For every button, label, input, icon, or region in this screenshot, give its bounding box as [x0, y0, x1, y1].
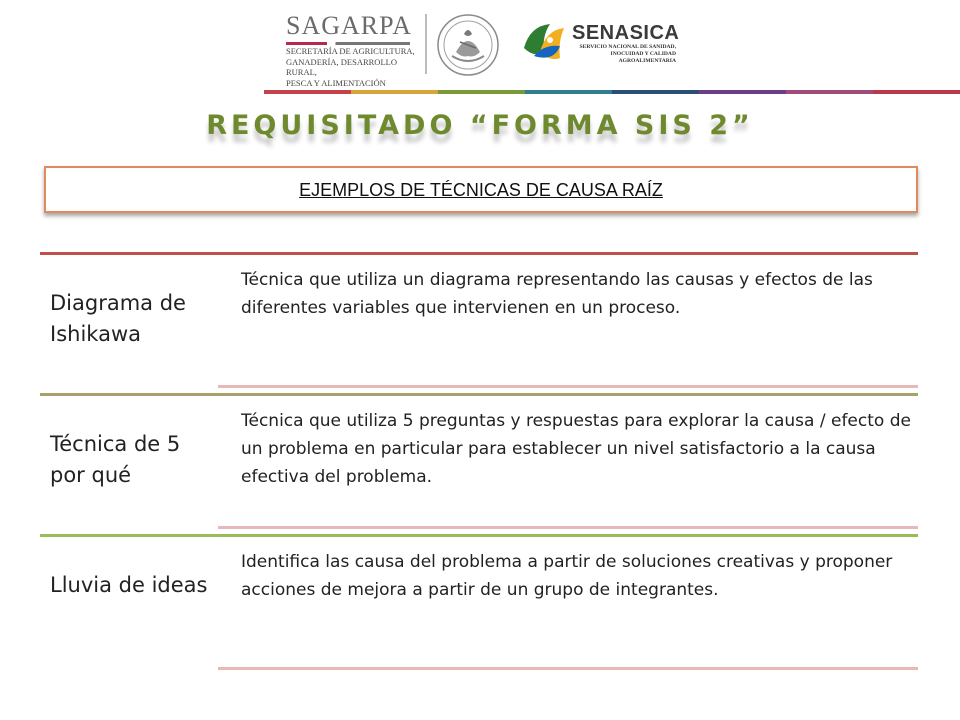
row-bottom-line: [218, 385, 918, 388]
row-bottom-line: [218, 526, 918, 529]
technique-row-ishikawa: [40, 252, 918, 392]
color-band-segment: [438, 90, 525, 94]
senasica-subtitle-2: INOCUIDAD Y CALIDAD: [610, 51, 676, 57]
technique-term: Diagrama de Ishikawa: [50, 291, 186, 346]
sagarpa-name: SAGARPA: [286, 11, 412, 40]
color-band-segment: [873, 90, 960, 94]
technique-description: Técnica que utiliza 5 preguntas y respuestas para explorar la causa / efecto de un problema en particular para establecer un nivel satisfactorio a la causa efectiva del problema.: [241, 411, 911, 487]
sagarpa-subtitle-2: GANADERÍA, DESARROLLO RURAL,: [286, 57, 397, 77]
technique-term: Técnica de 5 por qué: [50, 432, 181, 487]
sagarpa-subtitle-3: PESCA Y ALIMENTACIÓN: [286, 78, 386, 88]
senasica-subtitle-1: SERVICIO NACIONAL DE SANIDAD,: [579, 44, 676, 50]
sagarpa-rule: [286, 42, 410, 45]
technique-description: Identifica las causa del problema a partir de soluciones creativas y proponer acciones de mejora a partir de un grupo de integrantes.: [241, 552, 893, 600]
senasica-logo: [520, 18, 680, 68]
color-band-segment: [264, 90, 351, 94]
color-band-segment: [525, 90, 612, 94]
color-band: [264, 90, 960, 94]
sagarpa-logo: [286, 11, 426, 88]
color-band-segment: [699, 90, 786, 94]
row-top-line: [40, 252, 918, 255]
slide-title: REQUISITADO “FORMA SIS 2”: [206, 110, 754, 141]
row-bottom-line: [218, 667, 918, 670]
technique-description: Técnica que utiliza un diagrama representando las causas y efectos de las diferentes variables que intervienen en un proceso.: [241, 270, 873, 318]
senasica-name: SENASICA: [572, 22, 680, 44]
subtitle-box: [44, 166, 918, 213]
color-band-segment: [351, 90, 438, 94]
subtitle-text: EJEMPLOS DE TÉCNICAS DE CAUSA RAÍZ: [299, 180, 663, 200]
technique-row-5-why: [40, 393, 918, 533]
coat-of-arms-seal-icon: [434, 12, 502, 78]
color-band-segment: [786, 90, 873, 94]
technique-row-brainstorming: [40, 534, 918, 674]
technique-term: Lluvia de ideas: [50, 573, 208, 597]
row-top-line: [40, 534, 918, 537]
senasica-subtitle-3: AGROALIMENTARIA: [618, 58, 676, 64]
row-top-line: [40, 393, 918, 396]
senasica-emblem-icon: [520, 18, 570, 66]
color-band-segment: [612, 90, 699, 94]
sagarpa-subtitle-1: SECRETARÍA DE AGRICULTURA,: [286, 46, 415, 56]
logo-divider: [425, 14, 427, 74]
